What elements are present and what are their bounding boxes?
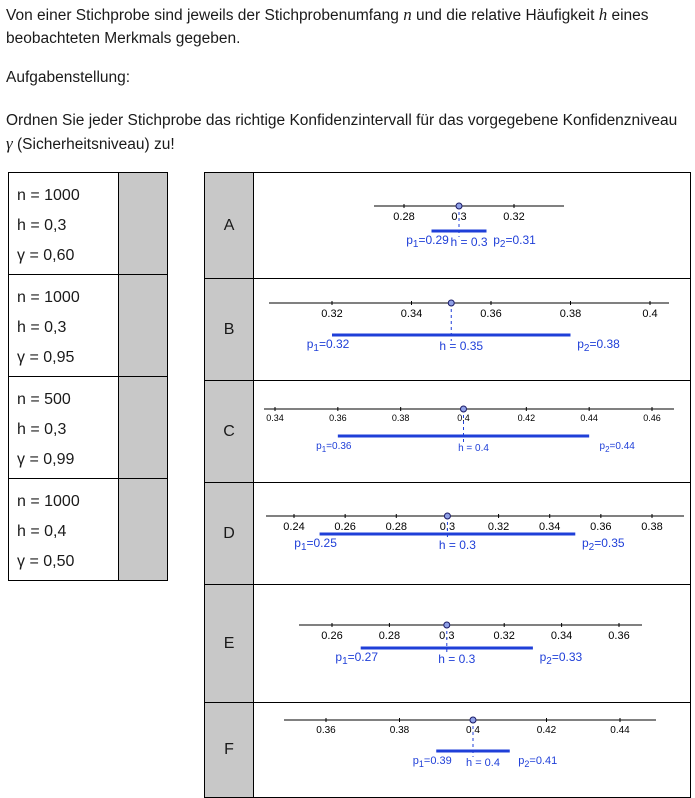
interval-chart: [254, 279, 688, 380]
sample-n: n = 1000: [17, 187, 80, 204]
sample-n: n = 1000: [17, 289, 80, 306]
var-gamma: γ: [6, 134, 13, 153]
answer-slot[interactable]: [118, 173, 167, 275]
var-h: h: [598, 5, 608, 24]
sample-n: n = 500: [17, 391, 71, 408]
p2-label: $p_2=0.44$: [599, 441, 635, 454]
tick-label: 0.32: [503, 211, 525, 223]
interval-letter: E: [205, 585, 254, 703]
tick-label: 0.42: [517, 413, 536, 423]
h-point: [445, 513, 451, 519]
p1-label: $p_1=0.32$: [306, 337, 350, 354]
tick-label: 0.3: [439, 521, 456, 533]
tick-label: 0.36: [608, 630, 630, 642]
interval-plot: [254, 279, 691, 381]
p2-label: $p_2=0.41$: [518, 755, 558, 769]
h-point: [456, 203, 462, 209]
sample-gamma: γ = 0,50: [17, 553, 75, 570]
interval-plot: [254, 703, 691, 798]
sample-row: [9, 479, 168, 581]
tick-label: 0.3: [439, 630, 455, 642]
interval-plot: [254, 173, 691, 279]
var-n: n: [403, 5, 412, 24]
tick-label: 0.44: [580, 413, 599, 423]
tick-label: 0.28: [378, 630, 401, 642]
h-label: h = 0.3: [438, 652, 476, 666]
tick-label: 0.4: [466, 725, 481, 736]
interval-chart: [254, 483, 688, 584]
tick-label: 0.32: [493, 630, 516, 642]
interval-letter: A: [205, 173, 254, 279]
h-label: h = 0.4: [466, 757, 501, 769]
sample-row: [9, 173, 168, 275]
tick-label: 0.38: [559, 308, 582, 320]
sample-h: h = 0,3: [17, 421, 67, 438]
sample-gamma: γ = 0,95: [17, 349, 75, 366]
interval-plot: [254, 585, 691, 703]
p1-label: $p_1=0.29$: [406, 233, 449, 250]
p1-label: $p_1=0.36$: [316, 441, 352, 454]
sample-row: [9, 377, 168, 479]
interval-row: [205, 381, 691, 483]
tick-label: 0.4: [457, 413, 470, 423]
answer-slot[interactable]: [118, 275, 167, 377]
intervals-table: [204, 172, 691, 798]
samples-table: [8, 172, 168, 581]
tick-label: 0.36: [590, 521, 612, 533]
sample-values: [9, 479, 119, 581]
interval-chart: [254, 703, 688, 797]
h-label: h = 0.3: [439, 538, 477, 552]
h-label: h = 0.35: [439, 339, 484, 353]
tick-label: 0.38: [391, 413, 410, 423]
tick-label: 0.44: [610, 725, 630, 736]
tick-label: 0.34: [550, 630, 573, 642]
interval-chart: [254, 381, 688, 482]
p2-label: $p_2=0.38$: [577, 337, 620, 354]
h-point: [470, 717, 476, 723]
sample-row: [9, 275, 168, 377]
sample-h: h = 0,3: [17, 217, 67, 234]
interval-row: [205, 585, 691, 703]
sample-values: [9, 275, 119, 377]
p2-label: $p_2=0.35$: [582, 536, 625, 553]
sample-h: h = 0,3: [17, 319, 67, 336]
tick-label: 0.42: [536, 725, 557, 736]
p1-label: $p_1=0.25$: [294, 536, 337, 553]
sample-values: [9, 173, 119, 275]
tick-label: 0.34: [266, 413, 284, 423]
answer-slot[interactable]: [118, 479, 167, 581]
tick-label: 0.24: [283, 521, 305, 533]
tick-label: 0.38: [641, 521, 663, 533]
sample-h: h = 0,4: [17, 523, 67, 540]
interval-letter: C: [205, 381, 254, 483]
interval-row: [205, 483, 691, 585]
interval-row: [205, 703, 691, 798]
interval-row: [205, 173, 691, 279]
p1-label: $p_1=0.39$: [412, 755, 452, 769]
tick-label: 0.46: [643, 413, 661, 423]
task-text: Ordnen Sie jeder Stichprobe das richtige Konfidenzintervall für das vorgegebene Konfidenzniveau γ (Sicherheitsniveau) zu!: [6, 112, 678, 153]
tick-label: 0.34: [400, 308, 423, 320]
intro-text: Von einer Stichprobe sind jeweils der Stichprobenumfang n und die relative Häufigkeit h eines beobachteten Merkmals gegeben.: [6, 5, 649, 47]
interval-plot: [254, 381, 691, 483]
tick-label: 0.32: [321, 308, 343, 320]
h-point: [448, 300, 454, 306]
p1-label: $p_1=0.27$: [335, 650, 379, 667]
tick-label: 0.26: [334, 521, 356, 533]
sample-gamma: γ = 0,99: [17, 451, 75, 468]
interval-plot: [254, 483, 691, 585]
interval-letter: D: [205, 483, 254, 585]
h-label: h = 0.4: [458, 443, 490, 454]
h-point: [461, 406, 467, 412]
tick-label: 0.4: [642, 308, 658, 320]
tick-label: 0.34: [539, 521, 561, 533]
tick-label: 0.28: [393, 211, 415, 223]
interval-chart: [254, 585, 688, 702]
interval-row: [205, 279, 691, 381]
sample-gamma: γ = 0,60: [17, 247, 75, 264]
tick-label: 0.38: [389, 725, 410, 736]
sample-n: n = 1000: [17, 493, 80, 510]
tick-label: 0.3: [451, 211, 467, 223]
interval-letter: F: [205, 703, 254, 798]
tick-label: 0.32: [487, 521, 510, 533]
p2-label: $p_2=0.31$: [493, 233, 536, 250]
interval-chart: [254, 173, 688, 278]
tick-label: 0.28: [385, 521, 408, 533]
tick-label: 0.36: [329, 413, 347, 423]
tick-label: 0.26: [321, 630, 343, 642]
sample-values: [9, 377, 119, 479]
tick-label: 0.36: [480, 308, 502, 320]
p2-label: $p_2=0.33$: [539, 650, 583, 667]
tick-label: 0.36: [316, 725, 336, 736]
answer-slot[interactable]: [118, 377, 167, 479]
h-point: [444, 622, 450, 628]
interval-letter: B: [205, 279, 254, 381]
task-heading: Aufgabenstellung:: [6, 69, 131, 86]
h-label: h = 0.3: [450, 235, 488, 249]
